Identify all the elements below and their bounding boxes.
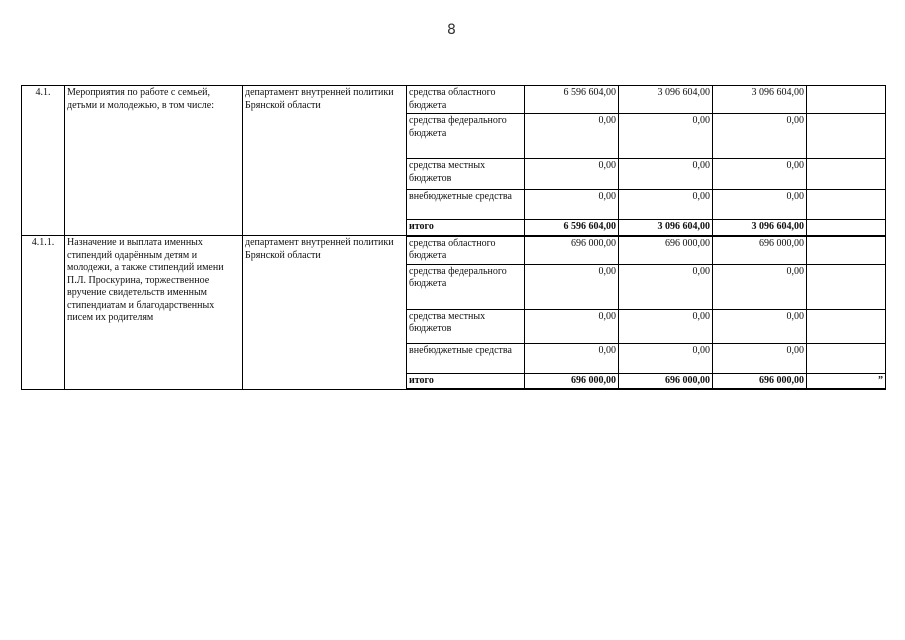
source-label: внебюджетные средства	[407, 190, 525, 220]
amount-cell: 0,00	[525, 190, 619, 220]
source-label: средства областного бюджета	[407, 86, 525, 114]
total-amount: 3 096 604,00	[619, 220, 713, 236]
note-cell	[807, 114, 886, 159]
source-label: средства федерального бюджета	[407, 114, 525, 159]
amount-cell: 0,00	[525, 114, 619, 159]
total-amount: 6 596 604,00	[525, 220, 619, 236]
budget-table	[21, 85, 886, 390]
amount-cell: 0,00	[713, 190, 807, 220]
amount-cell: 0,00	[525, 343, 619, 373]
amount-cell: 0,00	[713, 159, 807, 190]
note-cell	[807, 343, 886, 373]
source-label: средства федерального бюджета	[407, 264, 525, 309]
row-code: 4.1.	[22, 86, 65, 236]
note-cell	[807, 159, 886, 190]
source-label: средства местных бюджетов	[407, 309, 525, 343]
note-cell	[807, 264, 886, 309]
amount-cell: 0,00	[525, 159, 619, 190]
note-cell	[807, 236, 886, 265]
note-cell	[807, 86, 886, 114]
page-number: 8	[447, 22, 456, 38]
row-code: 4.1.1.	[22, 236, 65, 390]
measure-name: Назначение и выплата именных стипендий одарённым детям и молодежи, а также стипендий имени П.Л. Проскурина, торжественное вручение свидетельств именным стипендиатам и благодарственных писем их родителям	[65, 236, 243, 390]
source-label: средства местных бюджетов	[407, 159, 525, 190]
total-amount: 696 000,00	[525, 373, 619, 389]
closing-quote-mark: ”	[807, 373, 886, 389]
amount-cell: 0,00	[525, 264, 619, 309]
amount-cell: 0,00	[619, 159, 713, 190]
measure-name: Мероприятия по работе с семьей, детьми и молодежью, в том числе:	[65, 86, 243, 236]
amount-cell: 0,00	[525, 309, 619, 343]
amount-cell: 0,00	[713, 264, 807, 309]
amount-cell: 0,00	[713, 309, 807, 343]
total-amount: 3 096 604,00	[713, 220, 807, 236]
total-label: итого	[407, 373, 525, 389]
amount-cell: 696 000,00	[619, 236, 713, 265]
source-label: внебюджетные средства	[407, 343, 525, 373]
amount-cell: 6 596 604,00	[525, 86, 619, 114]
amount-cell: 0,00	[619, 309, 713, 343]
amount-cell: 0,00	[619, 264, 713, 309]
executor: департамент внутренней политики Брянской области	[243, 86, 407, 236]
note-cell	[807, 220, 886, 236]
amount-cell: 696 000,00	[713, 236, 807, 265]
amount-cell: 0,00	[713, 343, 807, 373]
total-label: итого	[407, 220, 525, 236]
table-row	[22, 236, 886, 265]
table-row	[22, 86, 886, 114]
total-amount: 696 000,00	[713, 373, 807, 389]
amount-cell: 3 096 604,00	[619, 86, 713, 114]
amount-cell: 3 096 604,00	[713, 86, 807, 114]
note-cell	[807, 190, 886, 220]
amount-cell: 0,00	[619, 343, 713, 373]
total-amount: 696 000,00	[619, 373, 713, 389]
amount-cell: 0,00	[619, 114, 713, 159]
source-label: средства областного бюджета	[407, 236, 525, 265]
executor: департамент внутренней политики Брянской области	[243, 236, 407, 390]
amount-cell: 0,00	[713, 114, 807, 159]
amount-cell: 696 000,00	[525, 236, 619, 265]
note-cell	[807, 309, 886, 343]
amount-cell: 0,00	[619, 190, 713, 220]
